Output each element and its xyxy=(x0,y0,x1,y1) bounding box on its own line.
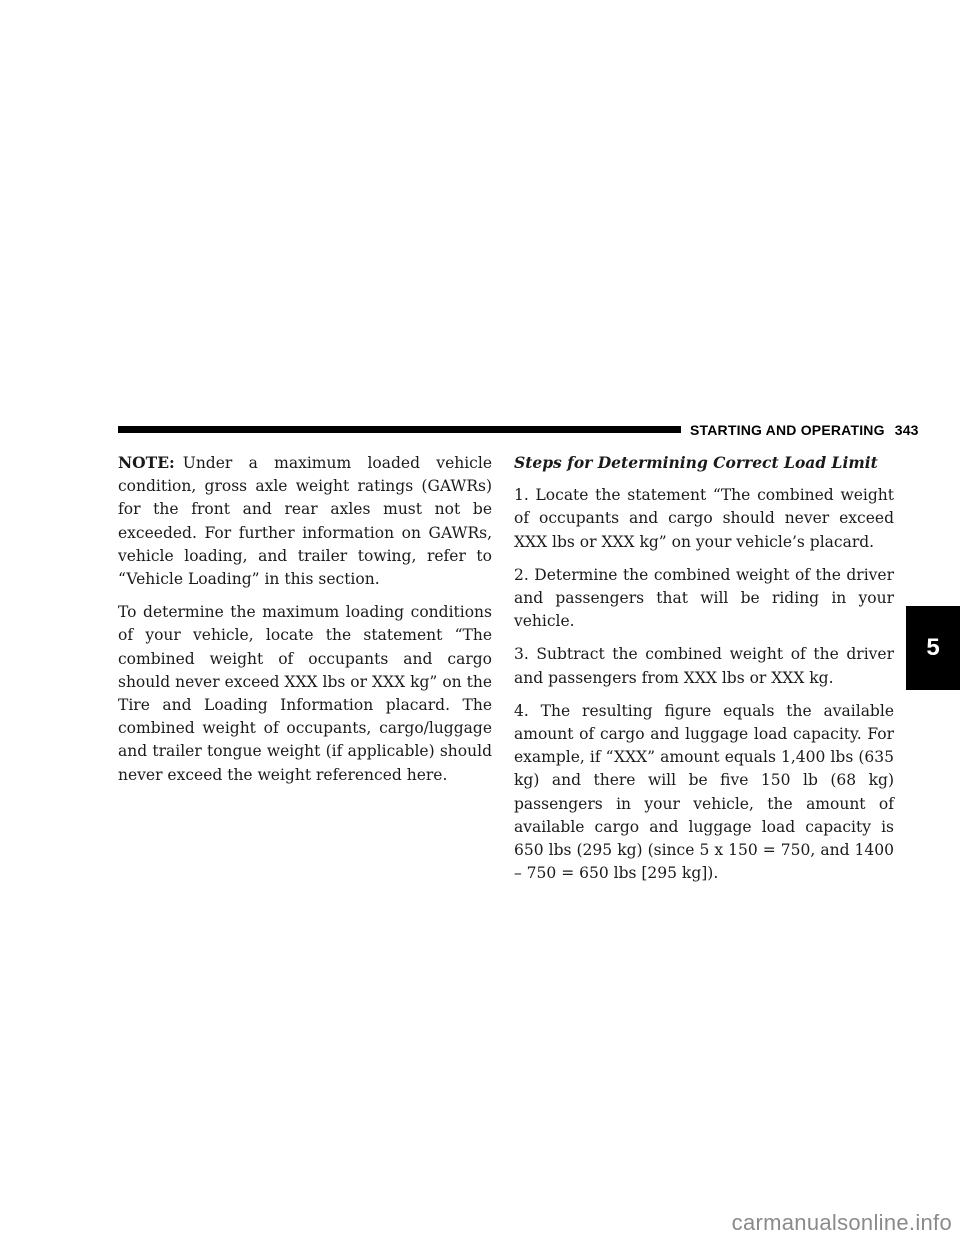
section-title: STARTING AND OPERATING xyxy=(690,422,885,438)
page-number: 343 xyxy=(894,422,919,438)
step-1: 1. Locate the statement “The combined weight of occupants and cargo should never exceed XXX lbs or XXX kg” on your vehicle’s placard. xyxy=(514,486,894,551)
step-2: 2. Determine the combined weight of the driver and passengers that will be riding in your vehicle. xyxy=(514,565,894,631)
header-rule xyxy=(118,426,681,433)
watermark: carmanualsonline.info xyxy=(731,1210,952,1235)
left-column xyxy=(118,451,492,797)
step-4: 4. The resulting figure equals the available amount of cargo and luggage load capacity. For example, if “XXX” amount equals 1,400 lbs (635 kg) and there will be five 150 lb (68 kg) passengers in your vehicle, the amount of available cargo and luggage load capacity is 650 lbs (295 kg) (since 5 x 150 = 750, and 1400 – 750 = 650 lbs [295 kg]). xyxy=(514,701,894,883)
note-label: NOTE: xyxy=(118,453,175,472)
step-3: 3. Subtract the combined weight of the driver and passengers from XXX lbs or XXX kg. xyxy=(514,645,894,687)
note-text: Under a maximum loaded vehicle condition, gross axle weight ratings (GAWRs) for the front and rear axles must not be exceeded. For further information on GAWRs, vehicle loading, and trailer towing, refer to “Vehicle Loading” in this section. xyxy=(118,454,492,589)
loading-paragraph: To determine the maximum loading conditions of your vehicle, locate the statement “The combined weight of occupants and cargo should never exceed XXX lbs or XXX kg” on the Tire and Loading Information placard. The combined weight of occupants, cargo/luggage and trailer tongue weight (if applicable) should never exceed the weight referenced here. xyxy=(118,603,492,784)
right-column xyxy=(514,451,894,895)
running-header xyxy=(690,421,919,439)
chapter-tab: 5 xyxy=(906,606,960,690)
steps-subheading: Steps for Determining Correct Load Limit xyxy=(514,453,878,472)
note-paragraph xyxy=(118,451,492,591)
